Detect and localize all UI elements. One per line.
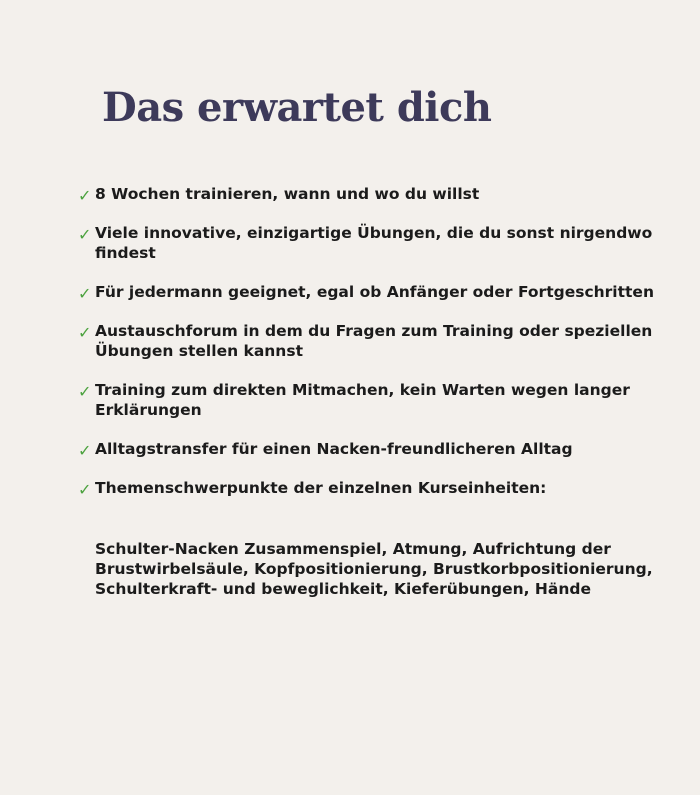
list-item-text: Viele innovative, einzigartige Übungen, die du sonst nirgendwo findest (95, 224, 653, 262)
list-item (78, 282, 658, 302)
benefits-list (78, 184, 658, 517)
list-item (78, 439, 658, 459)
topics-paragraph: Schulter-Nacken Zusammenspiel, Atmung, Aufrichtung der Brustwirbelsäule, Kopfpositionierung, Brustkorbpositionierung, Schulterkraft- und beweglichkeit, Kieferübungen, Hände (95, 540, 653, 598)
checkmark-icon: ✓ (78, 284, 92, 303)
list-item-text: Training zum direkten Mitmachen, kein Warten wegen langer Erklärungen (95, 381, 630, 419)
list-item-text: Für jedermann geeignet, egal ob Anfänger oder Fortgeschritten (95, 283, 654, 301)
checkmark-icon: ✓ (78, 225, 92, 244)
list-item-text: Austauschforum in dem du Fragen zum Training oder speziellen Übungen stellen kannst (95, 322, 653, 360)
checkmark-icon: ✓ (78, 186, 92, 205)
list-item (78, 223, 658, 263)
list-item-text: 8 Wochen trainieren, wann und wo du willst (95, 185, 480, 203)
page-title: Das erwartet dich (102, 84, 492, 131)
list-item (78, 321, 658, 361)
list-item (78, 478, 658, 498)
checkmark-icon: ✓ (78, 480, 92, 499)
checkmark-icon: ✓ (78, 323, 92, 342)
checkmark-icon: ✓ (78, 382, 92, 401)
list-item-text: Alltagstransfer für einen Nacken-freundlicheren Alltag (95, 440, 573, 458)
list-item (78, 380, 658, 420)
checkmark-icon: ✓ (78, 441, 92, 460)
list-item (78, 184, 658, 204)
list-item-text: Themenschwerpunkte der einzelnen Kurseinheiten: (95, 479, 547, 497)
